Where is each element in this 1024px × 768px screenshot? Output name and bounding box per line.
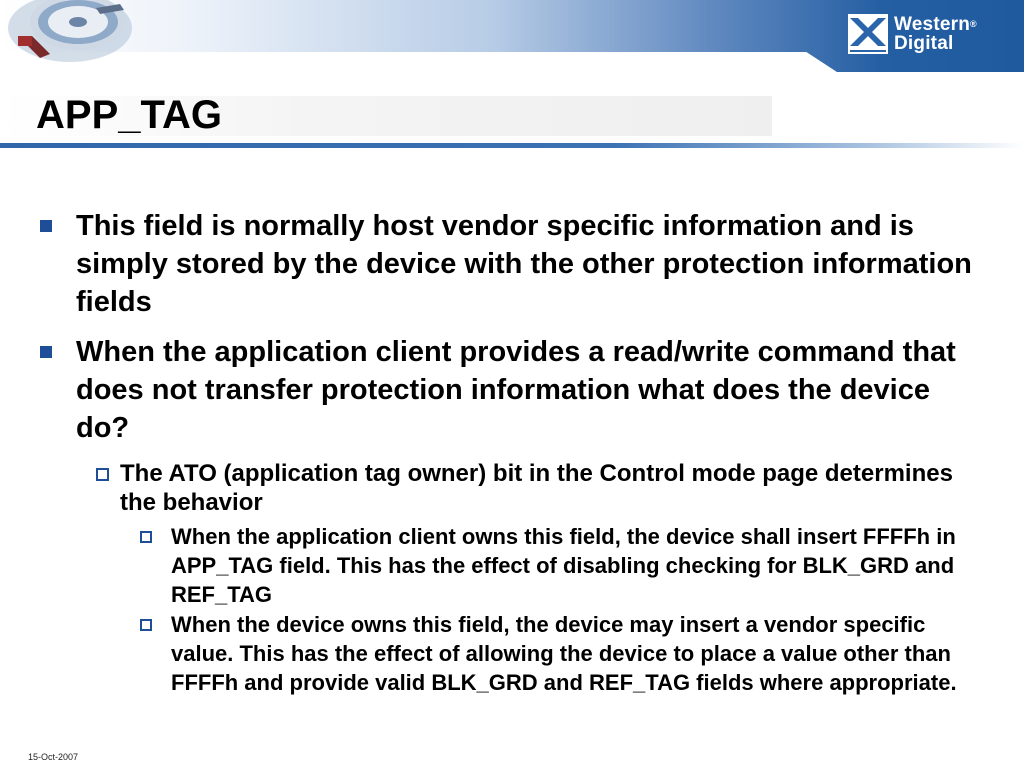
square-bullet-icon bbox=[40, 220, 52, 232]
logo-mark-icon bbox=[848, 14, 888, 54]
hard-drive-image bbox=[0, 0, 140, 72]
bullet-text: When the application client provides a read/write command that does not transfer protection information what does the device do? bbox=[76, 336, 956, 444]
square-bullet-icon bbox=[40, 346, 52, 358]
sub-bullet-text: The ATO (application tag owner) bit in the Control mode page determines the behavior bbox=[120, 460, 953, 516]
sub-sub-bullet-text: When the device owns this field, the device may insert a vendor specific value. This has the effect of allowing the device to place a value other than FFFFh and provide valid BLK_GRD and REF_TAG fields where appropriate. bbox=[171, 612, 957, 695]
hollow-square-bullet-icon bbox=[140, 531, 152, 543]
title-rule bbox=[0, 143, 1024, 148]
western-digital-logo bbox=[848, 14, 977, 54]
sub-sub-bullet-text: When the application client owns this field, the device shall insert FFFFh in APP_TAG field. This has the effect of disabling checking for BLK_GRD and REF_TAG bbox=[171, 524, 956, 607]
footer-date: 15-Oct-2007 bbox=[28, 752, 79, 762]
logo-registered-mark: ® bbox=[970, 19, 977, 29]
slide-title: APP_TAG bbox=[36, 93, 222, 137]
hollow-square-bullet-icon bbox=[140, 619, 152, 631]
logo-text bbox=[894, 15, 977, 53]
hollow-square-bullet-icon bbox=[96, 468, 109, 481]
logo-line1: Western bbox=[894, 14, 971, 35]
logo-line2: Digital bbox=[894, 33, 954, 54]
bullet-text: This field is normally host vendor specific information and is simply stored by the device with the other protection information fields bbox=[76, 210, 972, 318]
